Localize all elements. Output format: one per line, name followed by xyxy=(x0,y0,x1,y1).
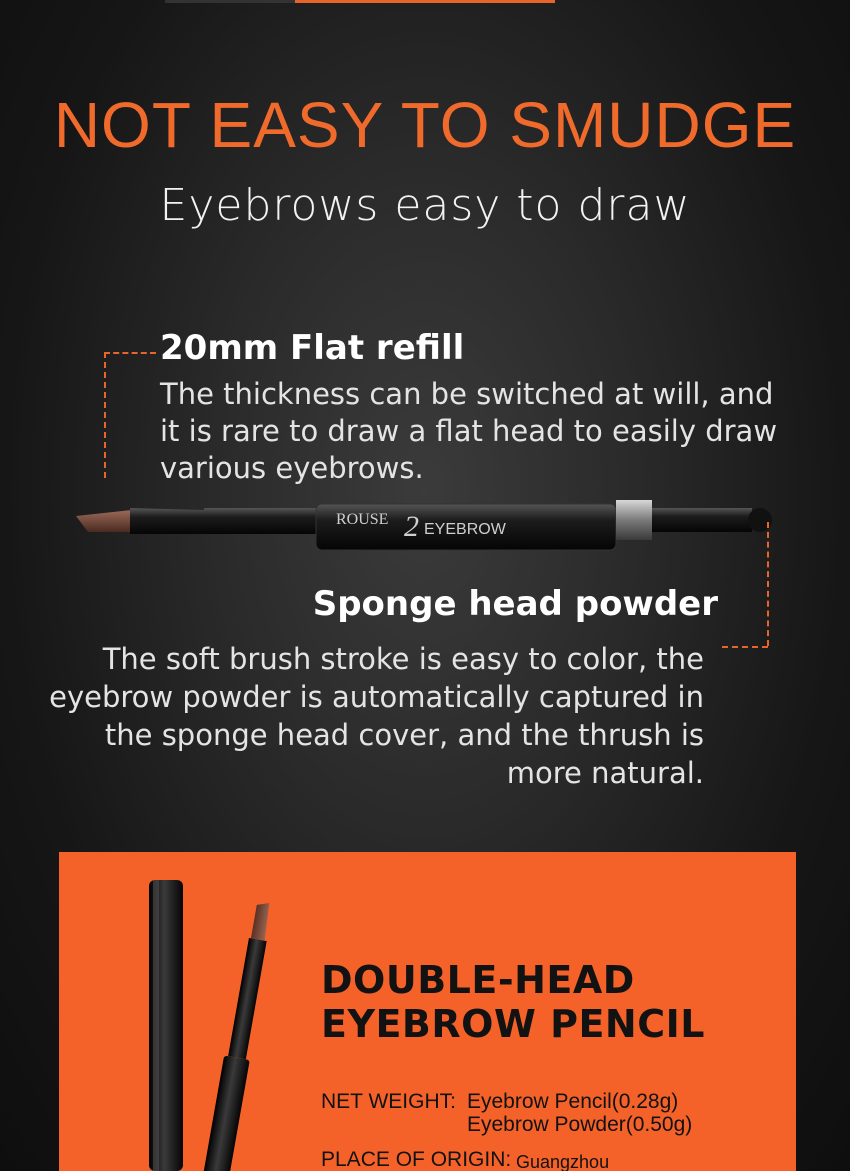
pencil-product-label: EYEBROW xyxy=(424,521,506,538)
product-title xyxy=(321,958,705,1046)
net-weight-pencil: Eyebrow Pencil(0.28g) xyxy=(467,1090,679,1113)
feature-flat-title: 20mm Flat refill xyxy=(160,328,465,368)
product-title-line1: DOUBLE-HEAD xyxy=(321,958,635,1002)
top-image-strip xyxy=(165,0,555,3)
flat-refill-tip xyxy=(76,510,132,532)
net-weight-powder: Eyebrow Powder(0.50g) xyxy=(467,1113,693,1136)
feature-sponge-title: Sponge head powder xyxy=(312,584,718,624)
callout-line-flat-v xyxy=(104,352,106,478)
callout-line-flat-h xyxy=(104,352,156,354)
net-weight-label: NET WEIGHT: xyxy=(321,1090,456,1113)
callout-line-sponge-h xyxy=(722,646,768,648)
origin-label: PLACE OF ORIGIN: xyxy=(321,1148,512,1171)
spec-net-weight xyxy=(321,1090,693,1136)
eyebrow-pencil-image xyxy=(74,494,774,554)
product-info-card xyxy=(59,852,796,1171)
product-title-line2: EYEBROW PENCIL xyxy=(321,1002,705,1046)
product-photo xyxy=(119,852,319,1171)
pencil-brand-digit: 2 xyxy=(404,510,419,543)
feature-sponge-body: The soft brush stroke is easy to color, the eyebrow powder is automatically captured in the sponge head cover, and the thrush is more natural. xyxy=(49,642,704,790)
spec-place-of-origin xyxy=(321,1148,610,1171)
origin-value: Guangzhou xyxy=(516,1152,610,1171)
headline: NOT EASY TO SMUDGE xyxy=(53,89,797,161)
callout-line-sponge-v xyxy=(767,522,769,646)
subheadline: Eyebrows easy to draw xyxy=(159,180,691,231)
feature-flat-body: The thickness can be switched at will, and it is rare to draw a flat head to easily draw various eyebrows. xyxy=(160,377,778,485)
pencil-brand-label: ROUSE xyxy=(336,511,389,528)
